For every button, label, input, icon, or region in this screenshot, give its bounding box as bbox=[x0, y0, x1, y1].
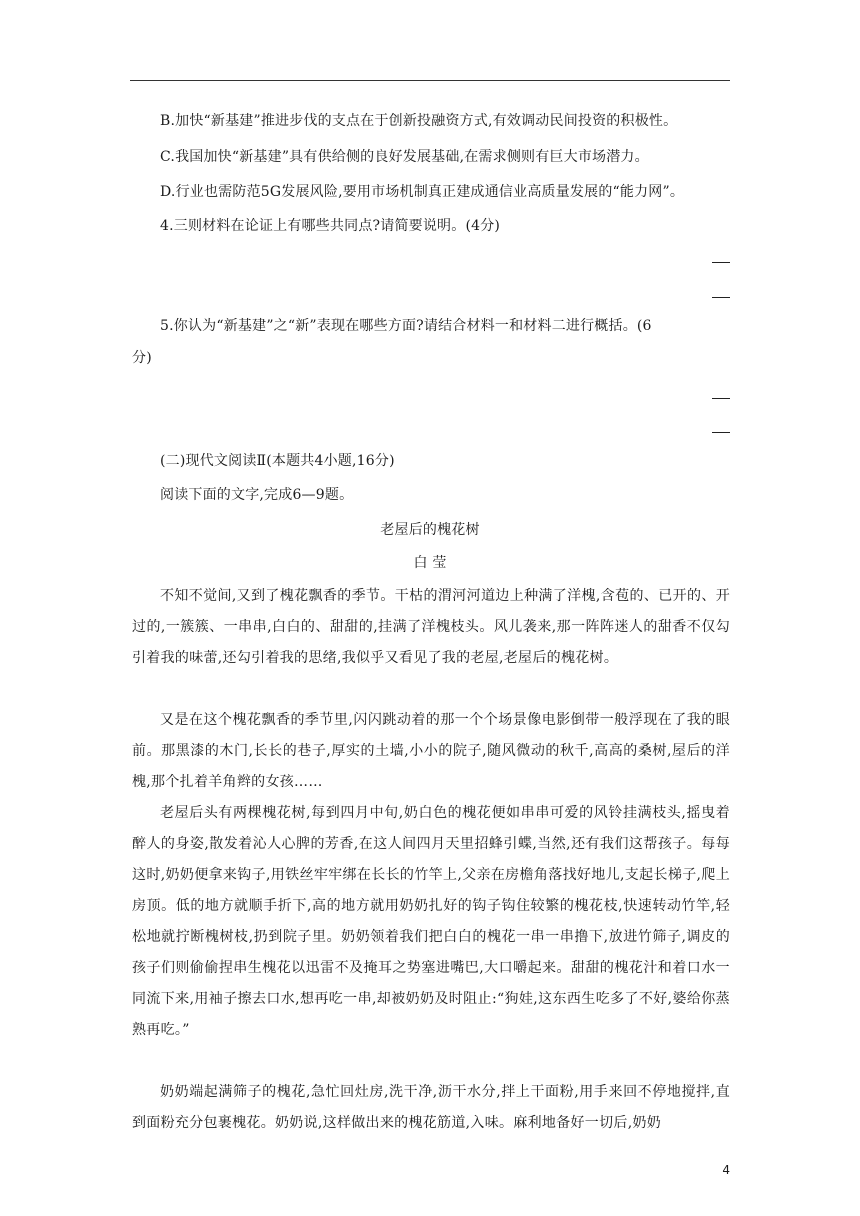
option-b: B.加快“新基建”推进步伐的支点在于创新投融资方式,有效调动民间投资的积极性。 bbox=[160, 113, 678, 129]
article-title: 老屋后的槐花树 bbox=[380, 522, 480, 538]
paragraph-4: 奶奶端起满筛子的槐花,急忙回灶房,洗干净,沥干水分,拌上干面粉,用手来回不停地搅拌,直到面粉充分包裹槐花。奶奶说,这样做出来的槐花筋道,入味。麻利地备好一切后,奶奶 bbox=[132, 1084, 730, 1131]
question-4: 4.三则材料在论证上有哪些共同点?请简要说明。(4分) bbox=[160, 218, 501, 234]
option-d: D.行业也需防范5G发展风险,要用市场机制真正建成通信业高质量发展的“能力网”。 bbox=[160, 184, 685, 200]
paragraph-3: 老屋后头有两棵槐花树,每到四月中旬,奶白色的槐花便如串串可爱的风铃挂满枝头,摇曳着醉人的身姿,散发着沁人心脾的芳香,在这人间四月天里招蜂引蝶,当然,还有我们这帮孩子。每每这时,奶奶便拿来钩子,用铁丝牢牢绑在长长的竹竿上,父亲在房檐角落找好地儿,支起长梯子,爬上房顶。低的地方就顺手折下,高的地方就用奶奶扎好的钩子钩住较繁的槐花枝,快速转动竹竿,轻松地就拧断槐树枝,扔到院子里。奶奶领着我们把白白的槐花一串一串撸下,放进竹筛子,调皮的孩子们则偷偷捏串生槐花以迅雷不及掩耳之势塞进嘴巴,大口嚼起来。甜甜的槐花汁和着口水一同流下来,用袖子擦去口水,想再吃一串,却被奶奶及时阻止:“狗娃,这东西生吃多了不好,婆给你蒸熟再吃。” bbox=[132, 805, 730, 1038]
article-author: 白 莹 bbox=[413, 555, 447, 571]
header-rule bbox=[130, 80, 730, 81]
section-header: (二)现代文阅读Ⅱ(本题共4小题,16分) bbox=[160, 453, 395, 469]
paragraph-1: 不知不觉间,又到了槐花飘香的季节。干枯的渭河河道边上种满了洋槐,含苞的、已开的、开过的,一簇簇、一串串,白白的、甜甜的,挂满了洋槐枝头。风儿袭来,那一阵阵迷人的甜香不仅勾引着我的味蕾,还勾引着我的思绪,我似乎又看见了我的老屋,老屋后的槐花树。 bbox=[132, 588, 730, 666]
paragraph-2: 又是在这个槐花飘香的季节里,闪闪跳动着的那一个个场景像电影倒带一般浮现在了我的眼前。那黑漆的木门,长长的巷子,厚实的土墙,小小的院子,随风微动的秋千,高高的桑树,屋后的洋槐,那个扎着羊角辫的女孩…… bbox=[132, 712, 730, 790]
answer-line[interactable] bbox=[712, 262, 730, 263]
question-5: 5.你认为“新基建”之“新”表现在哪些方面?请结合材料一和材料二进行概括。(6 bbox=[160, 318, 652, 334]
answer-line[interactable] bbox=[712, 432, 730, 433]
answer-line[interactable] bbox=[712, 297, 730, 298]
question-5-continued: 分) bbox=[132, 350, 152, 366]
option-c: C.我国加快“新基建”具有供给侧的良好发展基础,在需求侧则有巨大市场潜力。 bbox=[160, 149, 649, 165]
instruction: 阅读下面的文字,完成6—9题。 bbox=[160, 487, 354, 503]
answer-line[interactable] bbox=[712, 398, 730, 399]
page-number: 4 bbox=[722, 1163, 730, 1177]
